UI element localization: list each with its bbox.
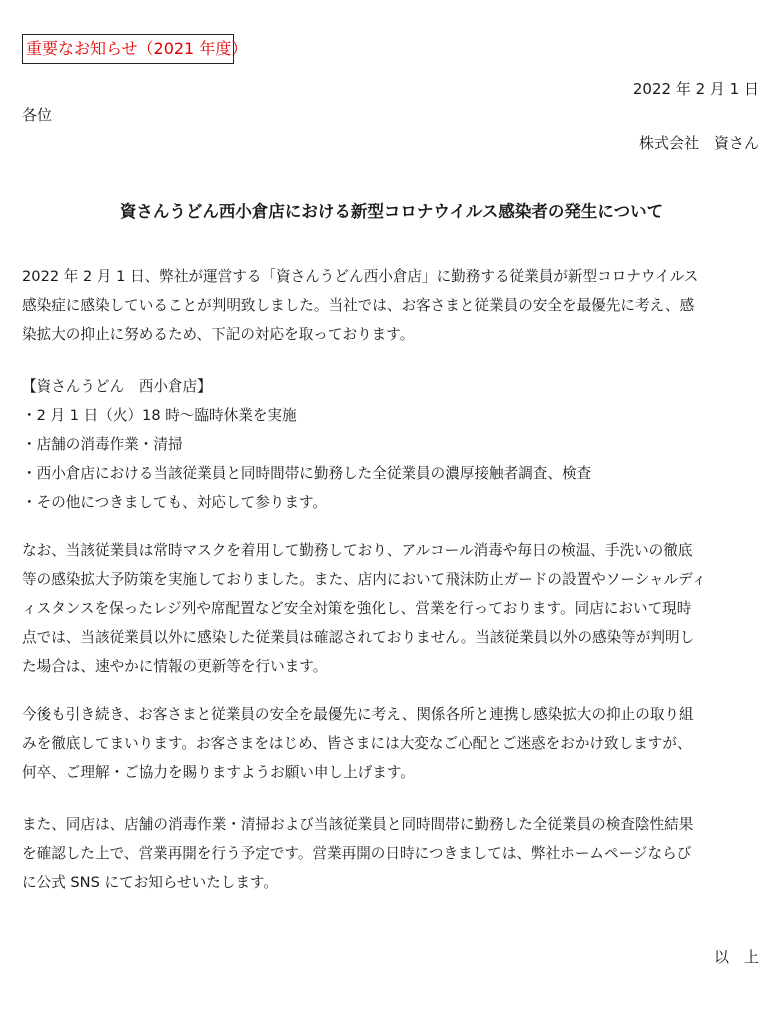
list-item: ・店舗の消毒作業・清掃 xyxy=(22,436,183,453)
apology-paragraph xyxy=(22,700,762,787)
paragraph-line: なお、当該従業員は常時マスクを着用して勤務しており、アルコール消毒や毎日の検温、手洗いの徹底 xyxy=(22,542,693,559)
paragraph-line: 何卒、ご理解・ご協力を賜りますようお願い申し上げます。 xyxy=(22,764,415,781)
list-item: ・西小倉店における当該従業員と同時間帯に勤務した全従業員の濃厚接触者調査、検査 xyxy=(22,465,592,482)
company-name: 株式会社 資さん xyxy=(638,134,759,152)
list-item: ・2 月 1 日（火）18 時～臨時休業を実施 xyxy=(22,407,297,424)
paragraph-line: 2022 年 2 月 1 日、弊社が運営する「資さんうどん西小倉店」に勤務する従業員が新型コロナウイルス xyxy=(22,268,699,285)
paragraph-line: た場合は、速やかに情報の更新等を行います。 xyxy=(22,658,328,675)
store-response-list xyxy=(22,372,762,517)
important-notice-label: 重要なお知らせ（2021 年度） xyxy=(22,34,234,64)
paragraph-line: 点では、当該従業員以外に感染した従業員は確認されておりません。当該従業員以外の感染等が判明し xyxy=(22,629,695,646)
intro-paragraph xyxy=(22,262,762,349)
paragraph-line: 感染症に感染していることが判明致しました。当社では、お客さまと従業員の安全を最優先に考え、感 xyxy=(22,297,695,314)
paragraph-line: 今後も引き続き、お客さまと従業員の安全を最優先に考え、関係各所と連携し感染拡大の抑止の取り組 xyxy=(22,706,694,723)
paragraph-line: を確認した上で、営業再開を行う予定です。営業再開の日時につきましては、弊社ホームページならび xyxy=(22,845,692,862)
addressee: 各位 xyxy=(22,106,53,124)
paragraph-line: に公式 SNS にてお知らせいたします。 xyxy=(22,874,279,891)
store-heading: 【資さんうどん 西小倉店】 xyxy=(22,378,212,395)
closing-mark: 以 上 xyxy=(713,948,759,966)
reopen-paragraph xyxy=(22,810,762,897)
document-date: 2022 年 2 月 1 日 xyxy=(632,80,759,98)
paragraph-line: また、同店は、店舗の消毒作業・清掃および当該従業員と同時間帯に勤務した全従業員の検査陰性結果 xyxy=(22,816,694,833)
paragraph-line: みを徹底してまいります。お客さまをはじめ、皆さまには大変なご心配とご迷惑をおかけ致しますが、 xyxy=(22,735,692,752)
list-item: ・その他につきましても、対応して参ります。 xyxy=(22,494,328,511)
measures-paragraph xyxy=(22,536,762,681)
paragraph-line: 等の感染拡大予防策を実施しておりました。また、店内において飛沫防止ガードの設置やソーシャルディ xyxy=(22,571,707,588)
document-title: 資さんうどん西小倉店における新型コロナウイルス感染者の発生について xyxy=(119,202,664,221)
paragraph-line: 染拡大の抑止に努めるため、下記の対応を取っております。 xyxy=(22,326,415,343)
paragraph-line: ィスタンスを保ったレジ列や席配置など安全対策を強化し、営業を行っております。同店において現時 xyxy=(22,600,692,617)
